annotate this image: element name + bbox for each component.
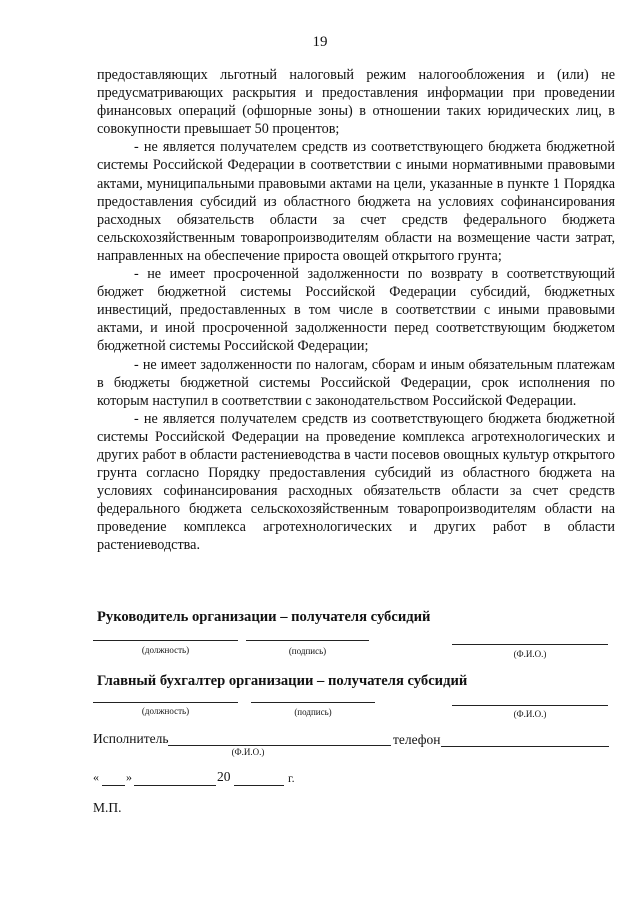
paragraph-5: - не является получателем средств из соответствующего бюджета бюджетной системы Российской Федерации на проведение комплекса агротехнологических и других работ в области растениеводства в части посевов овощных культур открытого грунта согласно Порядку предоставления субсидий из областного бюджета на условиях софинансирования расходных обязательств области за счет средств федерального бюджета сельскохозяйственным товаропроизводителям области на проведение комплекса агротехнологических и других работ в области растениеводства. — [97, 410, 615, 554]
date-month-line[interactable] — [134, 785, 216, 786]
head-position-caption: (должность) — [141, 645, 190, 655]
head-signature-caption: (подпись) — [288, 646, 327, 656]
head-name-line[interactable] — [452, 644, 608, 645]
accountant-name-caption: (Ф.И.О.) — [513, 709, 547, 719]
document-body — [97, 66, 615, 555]
accountant-signature-line[interactable] — [251, 702, 375, 703]
paragraph-3: - не имеет просроченной задолженности по возврату в соответствующий бюджет бюджетной системы Российской Федерации субсидий, бюджетных инвестиций, предоставленных в том числе в соответствии с иными правовыми актами, и иной просроченной задолженности перед соответствующим бюджетом бюджетной системы Российской Федерации; — [97, 266, 615, 355]
paragraph-2: - не является получателем средств из соответствующего бюджета бюджетной системы Российской Федерации в соответствии с иными нормативными правовыми актами, муниципальными правовыми актами на цели, указанные в пункте 1 Порядка предоставления субсидий из областного бюджета на условиях софинансирования расходных обязательств области за счет средств федерального бюджета сельскохозяйственным товаропроизводителям области на возмещение части затрат, направленных на обеспечение прироста овощей открытого грунта; — [97, 139, 615, 264]
date-close-quote: » — [126, 770, 132, 784]
executor-label: Исполнитель — [93, 731, 169, 746]
accountant-signature-caption: (подпись) — [294, 707, 332, 717]
head-position-line[interactable] — [93, 640, 238, 641]
date-day-line[interactable] — [102, 785, 125, 786]
head-section-title: Руководитель организации – получателя субсидий — [97, 609, 431, 625]
date-year-prefix: 20 — [217, 769, 231, 784]
date-open-quote: « — [93, 770, 99, 784]
phone-line[interactable] — [441, 746, 609, 747]
accountant-position-caption: (должность) — [141, 706, 190, 716]
page-number: 19 — [312, 34, 328, 50]
head-signature-line[interactable] — [246, 640, 369, 641]
accountant-name-line[interactable] — [452, 705, 608, 706]
head-name-caption: (Ф.И.О.) — [513, 649, 547, 659]
date-year-suffix: г. — [288, 771, 295, 785]
accountant-position-line[interactable] — [93, 702, 238, 703]
executor-name-line[interactable] — [168, 745, 391, 746]
phone-label: телефон — [393, 732, 441, 747]
stamp-label: М.П. — [93, 800, 122, 815]
accountant-section-title: Главный бухгалтер организации – получателя субсидий — [97, 673, 468, 689]
date-year-line[interactable] — [234, 785, 284, 786]
paragraph-1: предоставляющих льготный налоговый режим налогообложения и (или) не предусматривающих раскрытия и предоставления информации при проведении финансовых операций (офшорные зоны) в отношении таких юридических лиц, в совокупности превышает 50 процентов; — [97, 67, 615, 138]
executor-name-caption: (Ф.И.О.) — [231, 747, 265, 757]
paragraph-4: - не имеет задолженности по налогам, сборам и иным обязательным платежам в бюджеты бюджетной системы Российской Федерации, срок исполнения по которым наступил в соответствии с законодательством Российской Федерации. — [97, 356, 615, 409]
